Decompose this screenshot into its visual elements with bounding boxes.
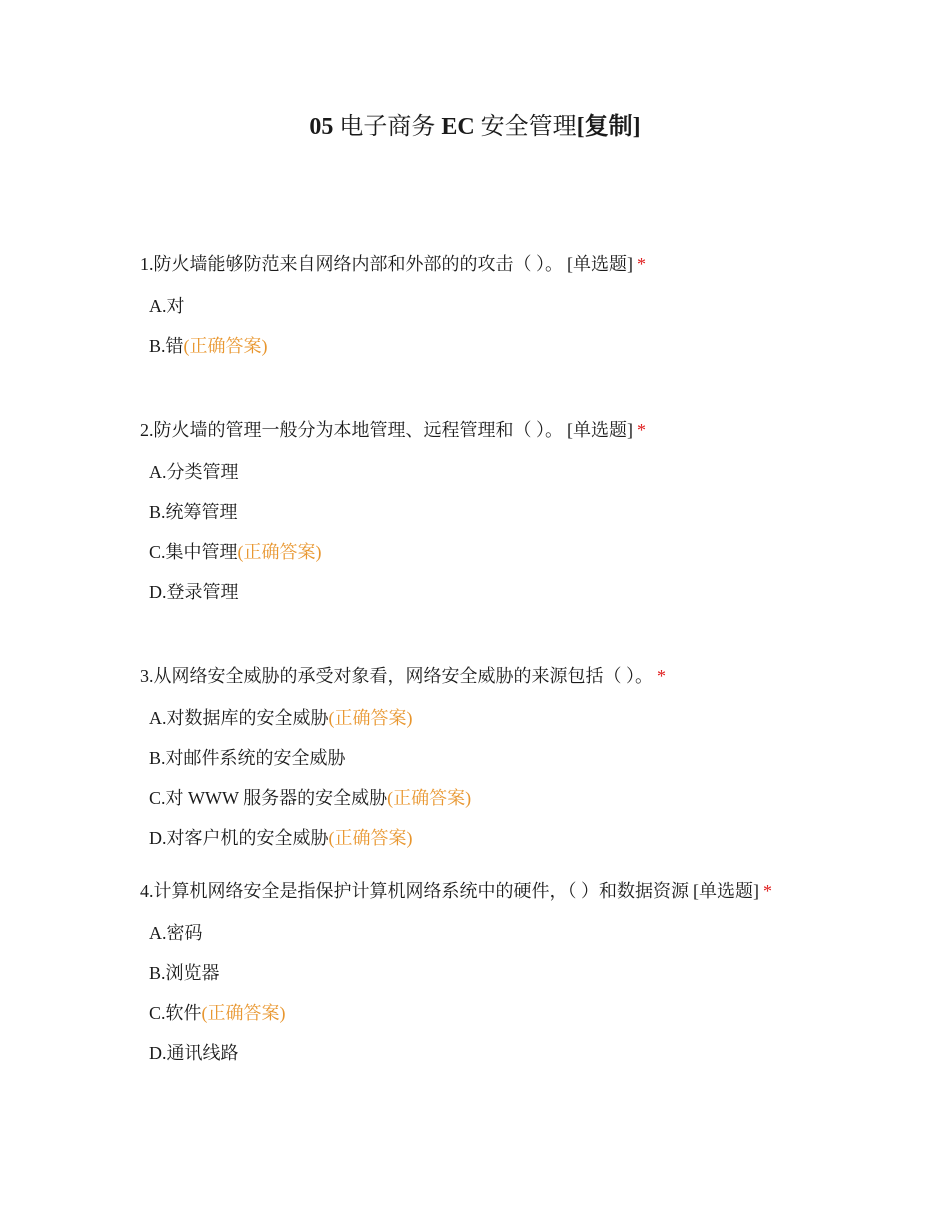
option-a [140,698,900,738]
option-text: A.对数据库的安全威胁 [149,708,329,728]
option-text: C.对 WWW 服务器的安全威胁 [149,788,388,808]
question-1 [140,246,900,366]
correct-answer-label: (正确答案) [328,708,413,728]
title-en: EC [441,114,475,140]
option-text: C.软件 [149,1003,202,1023]
question-list [140,246,900,1073]
option-b [140,326,900,366]
option-c [140,778,900,818]
question-2 [140,412,900,612]
question-prompt: 4.计算机网络安全是指保护计算机网络系统中的硬件，（ ）和数据资源 [140,881,689,901]
question-type: [单选题] [567,254,633,274]
correct-answer-label: (正确答案) [201,1003,286,1023]
correct-answer-label: (正确答案) [237,542,322,562]
option-b [140,492,900,532]
question-type: [单选题] [567,420,633,440]
option-b [140,953,900,993]
question-3 [140,658,900,858]
option-text: D.通讯线路 [149,1043,239,1063]
option-a [140,452,900,492]
option-b [140,738,900,778]
option-c [140,532,900,572]
option-text: B.对邮件系统的安全威胁 [149,748,346,768]
question-prompt: 2.防火墙的管理一般分为本地管理、远程管理和（ ）。 [140,420,563,440]
option-text: A.分类管理 [149,462,239,482]
question-text [140,246,900,282]
spacer [140,366,900,412]
question-prompt: 3.从网络安全威胁的承受对象看，网络安全威胁的来源包括（ ）。 [140,666,653,686]
correct-answer-label: (正确答案) [328,828,413,848]
option-text: B.浏览器 [149,963,220,983]
correct-answer-label: (正确答案) [387,788,472,808]
required-marker: * [637,254,646,274]
option-a [140,913,900,953]
title-suffix: [复制] [576,114,641,140]
option-d [140,572,900,612]
option-text: B.统筹管理 [149,502,238,522]
required-marker: * [657,666,666,686]
question-4 [140,873,900,1073]
option-a [140,286,900,326]
option-c [140,993,900,1033]
title-cn-2: 安全管理 [480,114,577,140]
spacer [140,612,900,658]
question-text [140,873,900,909]
option-text: A.对 [149,296,185,316]
question-prompt: 1.防火墙能够防范来自网络内部和外部的的攻击（ ）。 [140,254,563,274]
spacer [140,858,900,873]
correct-answer-label: (正确答案) [183,336,268,356]
question-type: [单选题] [693,881,759,901]
option-text: D.登录管理 [149,582,239,602]
question-text [140,412,900,448]
title-code: 05 [309,114,334,140]
required-marker: * [637,420,646,440]
option-text: D.对客户机的安全威胁 [149,828,329,848]
required-marker: * [763,881,772,901]
option-text: C.集中管理 [149,542,238,562]
question-text [140,658,900,694]
page-title [0,110,950,144]
option-d [140,818,900,858]
option-d [140,1033,900,1073]
option-text: B.错 [149,336,184,356]
title-cn-1: 电子商务 [339,114,436,140]
option-text: A.密码 [149,923,203,943]
